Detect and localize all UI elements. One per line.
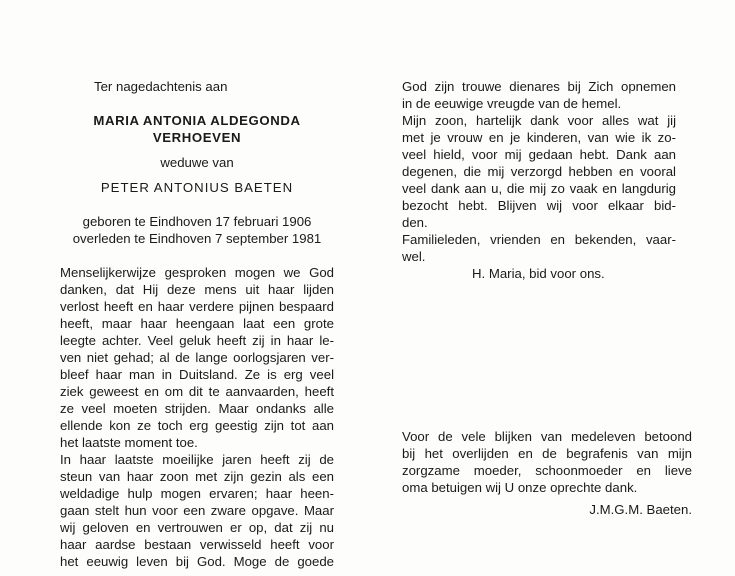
body-line: degenen, die mij verzorgd hebben en vooral [402,164,676,179]
body-line: heeft, maar haar heengaan laat een grote [60,316,334,331]
body-line: den. [402,215,428,230]
body-line: verlost heeft en haar verdere pijnen bespaard [60,299,334,314]
body-line: danken, dat Hij deze mens uit haar lijden [60,282,334,297]
birth-line: geboren te Eindhoven 17 februari 1906 [82,214,312,229]
closing-line: Voor de vele blijken van medeleven betoond [402,429,692,444]
deceased-name-line1: MARIA ANTONIA ALDEGONDA [93,113,301,128]
death-line: overleden te Eindhoven 7 september 1981 [72,231,322,246]
right-body-text [402,78,676,265]
left-column [60,78,334,570]
closing-line: zorgzame moeder, schoonmoeder en lieve [402,463,692,478]
body-line: weldadige hulp mogen ervaren; haar heen- [60,486,334,501]
body-line: wel. [402,249,426,264]
body-line: Mijn zoon, hartelijk dank voor alles wat jij [402,113,676,128]
body-line: ziek geweest en om dit te aanvaarden, heeft [60,384,334,399]
closing-line: bij het overlijden en de begrafenis van mijn [402,446,692,461]
body-line: steun van haar zoon met zijn gezin als een [60,469,334,484]
prayer-line: H. Maria, bid voor ons. [472,266,605,281]
body-line: in de eeuwige vreugde van de hemel. [402,96,622,111]
body-line: met je vrouw en je kinderen, van wie ik zo- [402,130,676,145]
husband-name: PETER ANTONIUS BAETEN [100,180,294,195]
body-line: bleef haar man in Duitsland. Ze is erg veel [60,367,334,382]
signature-block [402,501,692,518]
body-line: ze veel moeten strijden. Maar ondanks alle [60,401,334,416]
right-column [402,78,676,282]
body-line: Menselijkerwijze gesproken mogen we God [60,265,334,280]
body-line: wij geloven en vertrouwen er op, dat zij nu [60,520,334,535]
body-line: leegte achter. Veel geluk heeft zij in haar le- [60,333,334,348]
body-line: God zijn trouwe dienares bij Zich opnemen [402,79,676,94]
body-line: gaan stelt hun voor een zware opgave. Maar [60,503,334,518]
body-line: bezocht hebt. Blijven wij voor elkaar bid- [402,198,676,213]
body-line: Familieleden, vrienden en bekenden, vaar- [402,232,676,247]
body-line: ven niet gehad; al de lange oorlogsjaren ver- [60,350,334,365]
deceased-name-line2: VERHOEVEN [152,130,242,145]
body-line: veel hield, voor mij gedaan hebt. Dank aan [402,147,676,162]
body-line: haar aardse bestaan verwisseld heeft voor [60,537,334,552]
body-line: veel dank aan u, die mij zo vaak en langdurig [402,181,676,196]
widow-of-text: weduwe van [160,155,234,170]
body-line: het laatste moment toe. [60,435,198,450]
thanks-paragraph [402,428,692,496]
body-line: ellende kon ze toch erg geestig zijn tot aan [60,418,334,433]
signature: J.M.G.M. Baeten. [589,502,692,517]
left-body-text [60,264,334,570]
intro-text: Ter nagedachtenis aan [94,79,228,94]
body-line: het eeuwig leven bij God. Moge de goede [60,554,334,569]
closing-line: oma betuigen wij U onze oprechte dank. [402,480,638,495]
body-line: In haar laatste moeilijke jaren heeft zij de [60,452,334,467]
